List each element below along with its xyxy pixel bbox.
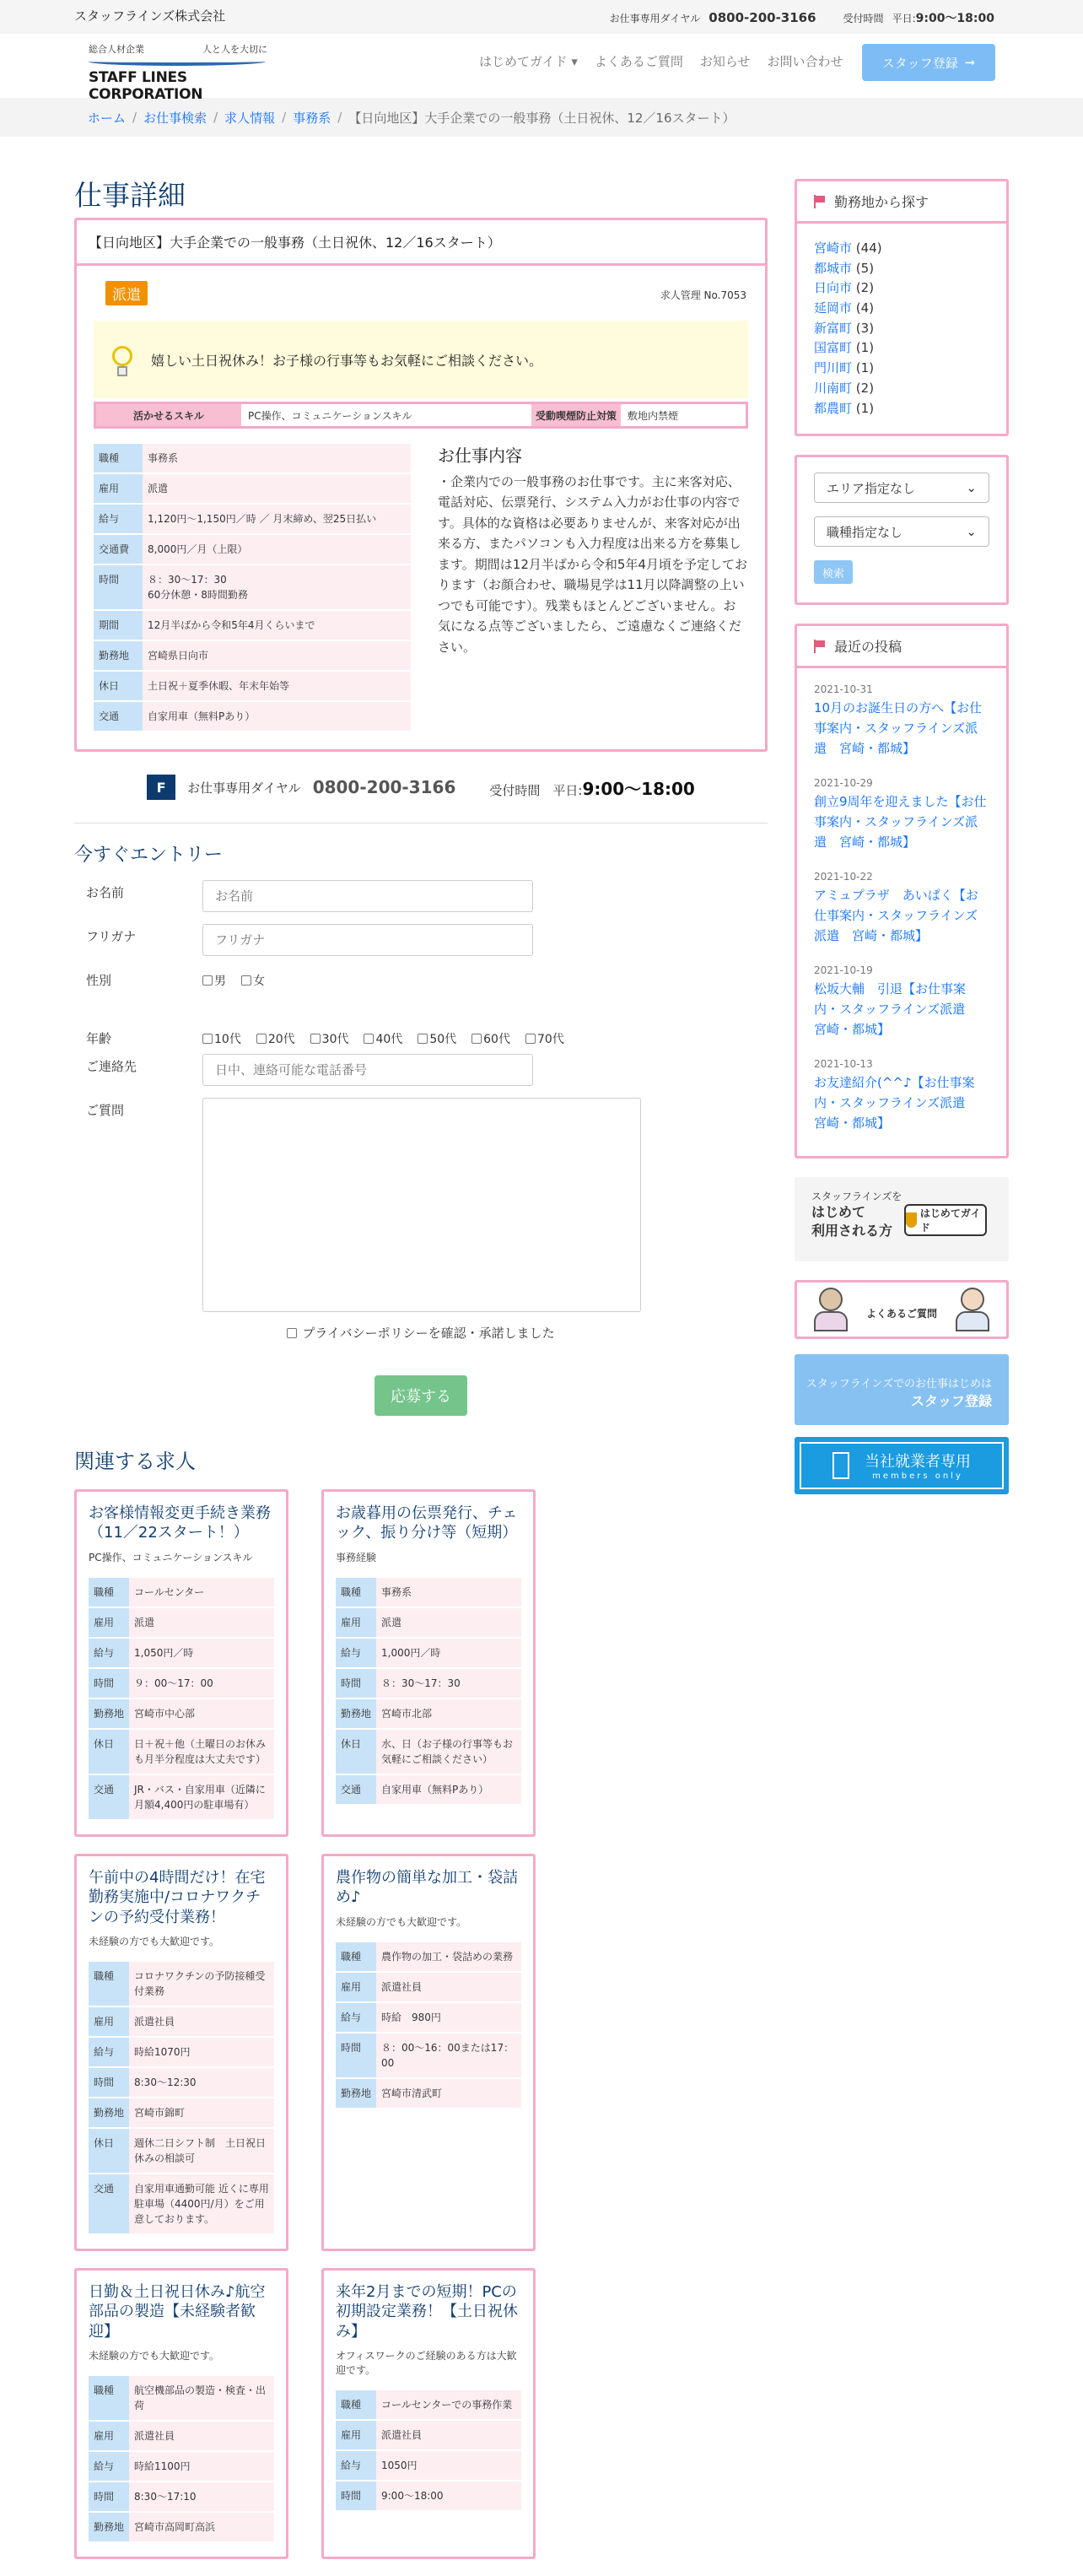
- area-link[interactable]: 門川町: [814, 360, 853, 376]
- card-row: 時間 8:30〜17:10: [89, 2482, 274, 2511]
- sidebar: [795, 179, 1009, 1494]
- detail-key: 期間: [94, 611, 143, 640]
- entry-title: 今すぐエントリー: [74, 845, 224, 866]
- card-row: 勤務地 宮崎市北部: [336, 1699, 521, 1728]
- card-subtitle: PC操作、コミュニケーションスキル: [89, 1551, 253, 1563]
- post-link[interactable]: お友達紹介(^^♪【お仕事案内・スタッフラインズ派遣 宮崎・都城】: [814, 1075, 978, 1131]
- related-job-card[interactable]: [321, 2268, 536, 2559]
- nav-news[interactable]: お知らせ: [699, 54, 751, 69]
- card-table: [89, 1960, 274, 2235]
- card-table: [336, 1576, 521, 1806]
- detail-value: 宮崎県日向市: [143, 641, 411, 670]
- post-link[interactable]: 創立9周年を迎えました【お仕事案内・スタッフラインズ派遣 宮崎・都城】: [814, 794, 987, 850]
- question-label: ご質問: [86, 1103, 125, 1118]
- detail-row: [94, 672, 411, 700]
- detail-value: 8,000円／月（上限）: [143, 535, 411, 564]
- woman-illustration-icon: [814, 1288, 848, 1335]
- description-text: ・企業内での一般事務のお仕事です。主に来客対応、電話対応、伝票発行、システム入力がお仕事の内容です。具体的な資格は必要ありませんが、来客対応が出来る方、またパソコンも入力程度は出来る方を募集します。期間は12月半ばから令和5年4月頃を予定しております（お顔合わせ、職場見学は11月以降調整の上いつでも可能です）。残業もほとんどございません。お気になる点等ございましたら、ご遠慮なくご連絡ください。: [438, 474, 747, 655]
- members-banner[interactable]: 当社就業者専用 members only: [795, 1437, 1009, 1494]
- detail-key: 勤務地: [94, 641, 143, 670]
- detail-key: 給与: [94, 505, 143, 533]
- nav-contact[interactable]: お問い合わせ: [767, 54, 843, 69]
- detail-value: 12月半ばから令和5年4月くらいまで: [143, 611, 411, 640]
- card-row: 雇用 派遣社員: [336, 1973, 521, 2001]
- card-subtitle: 事務経験: [336, 1551, 377, 1563]
- area-link[interactable]: 宮崎市: [814, 240, 853, 256]
- freedial-icon: F: [147, 775, 175, 800]
- page-title: 仕事詳細: [74, 179, 186, 212]
- post-link[interactable]: アミュプラザ あいぱく【お仕事案内・スタッフラインズ派遣 宮崎・都城】: [814, 888, 978, 943]
- shield-icon: [906, 1212, 917, 1228]
- guide-button: はじめてガイド: [904, 1204, 987, 1236]
- nav-faq[interactable]: よくあるご質問: [594, 54, 683, 69]
- breadcrumb-current: 【日向地区】大手企業での一般事務（土日祝休、12／16スタート）: [348, 110, 735, 126]
- area-item: 国富町 (1): [814, 340, 875, 356]
- logo-tagline: 総合人材企業: [89, 44, 144, 55]
- name-label: お名前: [86, 885, 125, 900]
- post-date: 2021-10-22: [814, 871, 873, 883]
- top-bar: [0, 0, 1083, 34]
- card-table: [336, 2389, 521, 2512]
- detail-row: [94, 474, 411, 503]
- breadcrumb-category[interactable]: 事務系: [293, 110, 331, 126]
- card-title[interactable]: 午前中の4時間だけ！在宅勤務実施中/コロナワクチンの予約受付業務！: [89, 1868, 266, 1926]
- job-type-select[interactable]: 職種指定なし ⌄: [814, 516, 989, 547]
- question-textarea[interactable]: [202, 1098, 641, 1312]
- detail-value: 土日祝＋夏季休暇、年末年始等: [143, 672, 411, 700]
- kana-label: フリガナ: [86, 929, 137, 944]
- card-table: [89, 1576, 274, 1821]
- gender-male-checkbox[interactable]: 男: [202, 972, 226, 989]
- card-row: 雇用 派遣社員: [336, 2421, 521, 2449]
- job-title: 【日向地区】大手企業での一般事務（土日祝休、12／16スタート）: [77, 220, 765, 266]
- breadcrumb-sep: /: [282, 110, 287, 125]
- post-item: [814, 1058, 989, 1133]
- detail-row: [94, 444, 411, 473]
- job-detail-table: [94, 442, 411, 732]
- detail-value: 自家用車（無料Pあり）: [143, 702, 411, 731]
- gender-options: [202, 968, 265, 989]
- age-checkbox[interactable]: 60代: [471, 1030, 510, 1047]
- area-item: 川南町 (2): [814, 380, 875, 396]
- main-content: [74, 177, 768, 2576]
- card-row: 職種 コールセンターでの事務作業: [336, 2390, 521, 2419]
- privacy-consent[interactable]: [74, 1324, 768, 1342]
- card-row: 勤務地 宮崎市錦町: [89, 2098, 274, 2127]
- area-link[interactable]: 川南町: [814, 380, 853, 396]
- card-row: 交通 自家用車（無料Pあり）: [336, 1775, 521, 1804]
- area-item: 都城市 (5): [814, 260, 875, 276]
- area-link[interactable]: 延岡市: [814, 300, 853, 316]
- detail-key: 雇用: [94, 474, 143, 503]
- kana-input[interactable]: [202, 924, 533, 956]
- age-checkbox[interactable]: 20代: [256, 1030, 295, 1047]
- card-title[interactable]: 農作物の簡単な加工・袋詰め♪: [336, 1868, 518, 1907]
- chevron-down-icon: ⌄: [966, 524, 977, 540]
- nav-guide[interactable]: はじめてガイド ▾: [479, 54, 578, 69]
- logo-swoosh: [87, 57, 267, 66]
- detail-row: [94, 641, 411, 670]
- dial-label: お仕事専用ダイヤル: [187, 780, 301, 796]
- logo-slogan: 人と人を大切に: [202, 44, 267, 55]
- register-banner[interactable]: スタッフラインズでのお仕事はじめは スタッフ登録: [795, 1354, 1009, 1425]
- card-row: 勤務地 宮崎市高岡町高浜: [89, 2513, 274, 2541]
- dial-number[interactable]: 0800-200-3166: [312, 777, 456, 797]
- card-row: 給与 時給1100円: [89, 2452, 274, 2481]
- door-icon: [832, 1452, 849, 1479]
- submit-button[interactable]: 応募する: [374, 1375, 467, 1416]
- age-checkbox[interactable]: 10代: [202, 1030, 241, 1047]
- hours-value: 9:00〜18:00: [915, 12, 994, 25]
- detail-value: ８：30〜17：30 60分休憩・8時間勤務: [143, 565, 411, 609]
- detail-value: 派遣: [143, 474, 411, 503]
- area-item: 延岡市 (4): [814, 300, 875, 316]
- job-number: 求人管理 No.7053: [660, 289, 746, 301]
- card-row: 勤務地 宮崎市清武町: [336, 2079, 521, 2108]
- post-date: 2021-10-19: [814, 964, 873, 977]
- post-link[interactable]: 10月のお誕生日の方へ【お仕事案内・スタッフラインズ派遣 宮崎・都城】: [814, 700, 983, 756]
- card-row: 休日 水、日（お子様の行事等もお気軽にご相談ください）: [336, 1730, 521, 1774]
- card-row: 雇用 派遣社員: [89, 2007, 274, 2036]
- post-date: 2021-10-31: [814, 683, 873, 696]
- post-item: [814, 683, 989, 759]
- card-row: 職種 航空機部品の製造・検査・出荷: [89, 2376, 274, 2420]
- flag-icon: [814, 195, 826, 208]
- man-illustration-icon: [956, 1288, 989, 1335]
- area-item: 宮崎市 (44): [814, 240, 882, 256]
- area-link[interactable]: 都城市: [814, 260, 853, 276]
- dial-info: [74, 762, 768, 813]
- smoke-label: 受動喫煙防止対策: [531, 404, 621, 426]
- card-table: [336, 1941, 521, 2109]
- job-detail-box: [74, 218, 768, 752]
- company-name: スタッフラインズ株式会社: [74, 8, 226, 24]
- divider: [74, 823, 768, 824]
- logo-name: STAFF LINES CORPORATION: [89, 69, 203, 103]
- detail-key: 時間: [94, 565, 143, 609]
- area-select[interactable]: エリア指定なし ⌄: [814, 473, 989, 503]
- hours-label: 受付時間: [843, 13, 884, 24]
- related-job-card[interactable]: [74, 1489, 288, 1837]
- card-row: 雇用 派遣: [89, 1608, 274, 1637]
- area-link[interactable]: 都農町: [814, 400, 853, 416]
- detail-row: [94, 611, 411, 640]
- card-title[interactable]: 来年2月までの短期！PCの初期設定業務！【土日祝休み】: [336, 2282, 518, 2341]
- age-checkbox[interactable]: 50代: [418, 1030, 456, 1047]
- card-row: 給与 1050円: [336, 2451, 521, 2480]
- hours-weekday: 平日:: [892, 13, 916, 24]
- related-title: 関連する求人: [74, 1450, 196, 1473]
- card-row: 給与 1,000円／時: [336, 1639, 521, 1667]
- recent-posts-box: [795, 624, 1009, 1158]
- search-button[interactable]: 検索: [814, 560, 853, 584]
- card-row: 時間 ８：00〜16：00または17：00: [336, 2033, 521, 2077]
- card-row: 雇用 派遣: [336, 1608, 521, 1637]
- lightbulb-icon: [110, 341, 134, 378]
- description-title: お仕事内容: [438, 446, 522, 466]
- age-checkbox[interactable]: 30代: [310, 1030, 349, 1047]
- faq-banner[interactable]: [795, 1280, 1009, 1339]
- related-job-card[interactable]: [321, 1489, 536, 1837]
- card-title[interactable]: お客様情報変更手続き業務（11／22スタート！）: [89, 1504, 271, 1542]
- site-header: [0, 34, 1083, 103]
- card-title[interactable]: 日勤＆土日祝日休み♪航空部品の製造【未経験者歓迎】: [89, 2282, 266, 2341]
- card-row: 交通 自家用車通勤可能 近くに専用駐車場（4400円/月）をご用意しております。: [89, 2174, 274, 2233]
- detail-value: 事務系: [143, 444, 411, 473]
- related-jobs: [74, 1489, 768, 2576]
- card-subtitle: 未経験の方でも大歓迎です。: [89, 2350, 220, 2363]
- breadcrumb-home[interactable]: ホーム: [88, 110, 127, 126]
- main-nav: [479, 52, 843, 70]
- area-item: 門川町 (1): [814, 360, 875, 376]
- detail-key: 職種: [94, 444, 143, 473]
- breadcrumb: [0, 98, 1083, 137]
- arrow-right-icon: ➞: [964, 55, 976, 70]
- job-description: [438, 442, 748, 732]
- smoke-value: 敷地内禁煙: [621, 404, 746, 426]
- area-link[interactable]: 国富町: [814, 340, 853, 356]
- privacy-label: プライバシーポリシーを確認・承諾しました: [302, 1326, 555, 1341]
- age-label: 年齢: [86, 1031, 112, 1046]
- post-date: 2021-10-29: [814, 777, 873, 790]
- area-search-box: [795, 179, 1009, 436]
- contact-label: ご連絡先: [86, 1059, 137, 1074]
- breadcrumb-sep: /: [337, 110, 342, 125]
- detail-value: 1,120円〜1,150円／時 ／ 月末締め、翌25日払い: [143, 505, 411, 533]
- detail-row: [94, 535, 411, 564]
- top-phone-info: [610, 9, 994, 26]
- card-row: 職種 コールセンター: [89, 1578, 274, 1607]
- recent-title: 最近の投稿: [834, 639, 902, 656]
- card-subtitle: 未経験の方でも大歓迎です。: [89, 1935, 220, 1947]
- breadcrumb-jobs[interactable]: 求人情報: [224, 110, 276, 126]
- dial-label: お仕事専用ダイヤル: [609, 13, 701, 24]
- area-link[interactable]: 新富町: [814, 320, 853, 336]
- card-row: 雇用 派遣社員: [89, 2422, 274, 2450]
- area-item: 都農町 (1): [814, 400, 875, 416]
- detail-row: [94, 565, 411, 609]
- chevron-down-icon: ⌄: [966, 480, 977, 496]
- faq-label: よくあるご質問: [866, 1307, 938, 1320]
- card-row: 勤務地 宮崎市中心部: [89, 1699, 274, 1728]
- age-options: [202, 1026, 564, 1047]
- area-item: 新富町 (3): [814, 320, 875, 336]
- related-job-card[interactable]: [74, 1854, 288, 2251]
- area-link[interactable]: 日向市: [814, 280, 853, 296]
- card-subtitle: オフィスワークのご経験のある方は大歓迎です。: [336, 2350, 517, 2377]
- age-checkbox[interactable]: 40代: [364, 1030, 402, 1047]
- card-row: 休日 日＋祝＋他（土曜日のお休みも月半分程度は大丈夫です）: [89, 1730, 274, 1774]
- post-item: [814, 777, 989, 852]
- card-row: 職種 農作物の加工・袋詰めの業務: [336, 1942, 521, 1971]
- post-item: [814, 964, 989, 1040]
- card-row: 給与 1,050円／時: [89, 1639, 274, 1667]
- gender-female-checkbox[interactable]: 女: [241, 972, 265, 989]
- recent-posts: [797, 668, 1006, 1155]
- related-job-card[interactable]: [321, 1854, 536, 2251]
- filter-box: [795, 455, 1009, 605]
- card-title[interactable]: お歳暮用の伝票発行、チェック、振り分け等（短期）: [336, 1504, 518, 1542]
- card-row: 時間 9:00〜18:00: [336, 2481, 521, 2510]
- card-subtitle: 未経験の方でも大歓迎です。: [336, 1915, 467, 1928]
- breadcrumb-sep: /: [213, 110, 218, 125]
- breadcrumb-sep: /: [132, 110, 137, 125]
- name-input[interactable]: [202, 880, 533, 912]
- detail-key: 交通: [94, 702, 143, 731]
- employment-badge: 派遣: [105, 281, 148, 305]
- post-date: 2021-10-13: [814, 1058, 873, 1071]
- detail-key: 休日: [94, 672, 143, 700]
- related-job-card[interactable]: [74, 2268, 288, 2559]
- flag-icon: [814, 640, 826, 653]
- card-row: 時間 8:30〜12:30: [89, 2068, 274, 2097]
- contact-input[interactable]: [202, 1054, 533, 1086]
- area-title: 勤務地から探す: [834, 194, 929, 210]
- card-row: 職種 コロナワクチンの予防接種受付業務: [89, 1962, 274, 2006]
- guide-banner[interactable]: スタッフラインズを はじめて 利用される方 はじめてガイド: [795, 1177, 1009, 1261]
- card-row: 給与 時給1070円: [89, 2038, 274, 2066]
- card-row: 給与 時給 980円: [336, 2003, 521, 2032]
- skills-value: PC操作、コミュニケーションスキル: [241, 404, 531, 426]
- post-link[interactable]: 松坂大輔 引退【お仕事案内・スタッフラインズ派遣 宮崎・都城】: [814, 981, 978, 1037]
- catch-text: 嬉しい土日祝休み！お子様の行事等もお気軽にご相談ください。: [151, 352, 543, 369]
- catch-copy: [94, 321, 748, 398]
- register-label: スタッフ登録: [881, 55, 958, 71]
- card-row: 時間 ９：00〜17：00: [89, 1669, 274, 1698]
- gender-label: 性別: [86, 973, 112, 988]
- dial-number[interactable]: 0800-200-3166: [709, 10, 816, 25]
- post-item: [814, 871, 989, 946]
- detail-row: [94, 505, 411, 533]
- card-table: [89, 2374, 274, 2543]
- site-logo[interactable]: [89, 42, 291, 103]
- detail-row: [94, 702, 411, 731]
- skills-label: 活かせるスキル: [96, 404, 241, 426]
- card-row: 時間 ８：30〜17：30: [336, 1669, 521, 1698]
- card-row: 職種 事務系: [336, 1578, 521, 1607]
- detail-key: 交通費: [94, 535, 143, 564]
- area-list: [797, 224, 1006, 434]
- breadcrumb-search[interactable]: お仕事検索: [143, 110, 207, 126]
- card-row: 交通 JR・バス・自家用車（近隣に月額4,400円の駐車場有）: [89, 1775, 274, 1819]
- area-item: 日向市 (2): [814, 280, 875, 296]
- staff-register-button[interactable]: [862, 44, 995, 81]
- skills-row: [94, 402, 748, 429]
- privacy-checkbox[interactable]: [287, 1328, 297, 1338]
- card-row: 休日 週休二日シフト制 土日祝日休みの相談可: [89, 2129, 274, 2173]
- age-checkbox[interactable]: 70代: [525, 1030, 564, 1047]
- dial-hours: 受付時間 平日:9:00〜18:00: [489, 778, 695, 799]
